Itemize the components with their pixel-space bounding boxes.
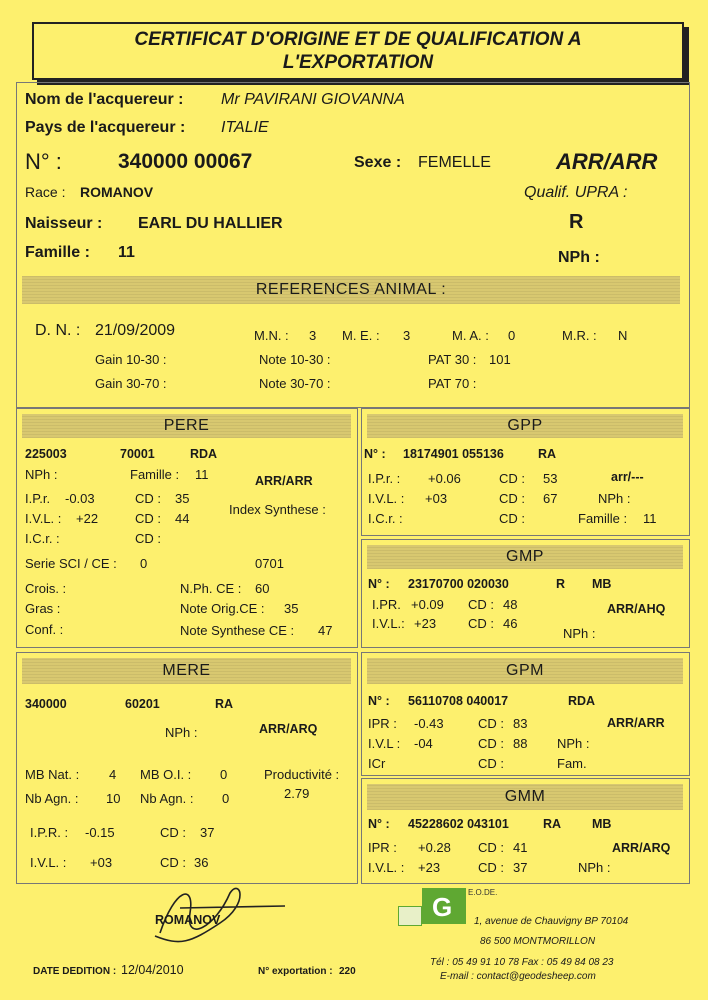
gpm-nph: NPh : <box>557 736 590 751</box>
gmp-cd1-label: CD : <box>468 597 494 612</box>
dn-label: D. N. : <box>35 322 81 339</box>
pere-famille-label: Famille : <box>130 467 180 482</box>
gmm-genotype: ARR/ARQ <box>612 841 671 855</box>
mn-value: 3 <box>309 328 317 343</box>
gmp-genotype: ARR/AHQ <box>607 602 666 616</box>
ma-value: 0 <box>508 328 516 343</box>
pere-cd1-label: CD : <box>135 491 161 506</box>
gmp-id: 23170700 020030 <box>408 577 509 591</box>
gpm-id: 56110708 040017 <box>408 694 509 708</box>
gpm-cd3-label: CD : <box>478 756 504 771</box>
pere-note-synth-label: Note Synthese CE : <box>180 623 295 638</box>
naisseur-label: Naisseur : <box>25 215 103 232</box>
gpp-heading: GPP <box>507 417 543 434</box>
mere-id1: 340000 <box>25 697 67 711</box>
gpm-cd1-label: CD : <box>478 716 504 731</box>
title-box <box>32 22 684 80</box>
pere-cd3-label: CD : <box>135 531 161 546</box>
title-line-1: CERTIFICAT D'ORIGINE ET DE QUALIFICATION A <box>134 29 582 50</box>
references-heading: REFERENCES ANIMAL : <box>255 281 447 298</box>
pere-ivl-value: +22 <box>76 511 99 526</box>
mere-cd1-label: CD : <box>160 825 186 840</box>
gpp-id: 18174901 055136 <box>403 447 504 461</box>
pere-note-orig-value: 35 <box>284 601 299 616</box>
gpm-cd2-label: CD : <box>478 736 504 751</box>
pere-gras: Gras : <box>25 601 61 616</box>
mere-mbnat-label: MB Nat. : <box>25 767 80 782</box>
gmp-cd1-value: 48 <box>503 597 518 612</box>
pere-nph: NPh : <box>25 467 58 482</box>
logo-text: E.O.DE. <box>468 888 498 897</box>
gmp-ipr-label: I.PR. <box>372 597 401 612</box>
gpm-genotype: ARR/ARR <box>607 716 665 730</box>
gpm-no-label: N° : <box>368 694 390 708</box>
gpp-band <box>367 414 683 438</box>
gpm-cd1-value: 83 <box>513 716 528 731</box>
gpm-fam: Fam. <box>557 756 587 771</box>
gmp-ivl-value: +23 <box>414 616 437 631</box>
gmp-nph: NPh : <box>563 626 596 641</box>
genotype-main: ARR/ARR <box>556 149 658 174</box>
gpp-ivl-value: +03 <box>425 491 448 506</box>
mere-nbagn2-label: Nb Agn. : <box>140 791 194 806</box>
sexe-label: Sexe : <box>354 154 402 171</box>
gmp-ipr-value: +0.09 <box>411 597 444 612</box>
gmp-mb: MB <box>592 577 612 591</box>
gpm-band <box>367 658 683 684</box>
gpp-ipr-value: +0.06 <box>428 471 461 486</box>
gpp-cd1-label: CD : <box>499 471 525 486</box>
gmp-band <box>367 545 683 569</box>
me-value: 3 <box>403 328 411 343</box>
gpp-no-label: N° : <box>364 447 386 461</box>
gpm-heading: GPM <box>506 662 544 679</box>
mere-ipr-label: I.P.R. : <box>30 825 69 840</box>
logo-letter: G <box>432 892 453 922</box>
gmp-cd2-label: CD : <box>468 616 494 631</box>
pere-note-synth-value: 47 <box>318 623 333 638</box>
pere-cd2-value: 44 <box>175 511 190 526</box>
qualif-label: Qualif. UPRA : <box>524 184 628 201</box>
mere-id2: 60201 <box>125 697 160 711</box>
gmp-no-label: N° : <box>368 577 390 591</box>
pere-ipr-value: -0.03 <box>65 491 95 506</box>
gpp-ipr-label: I.P.r. : <box>368 471 401 486</box>
pere-ipr-label: I.P.r. <box>25 491 51 506</box>
qualif-value: R <box>569 211 584 233</box>
pere-cd1-value: 35 <box>175 491 190 506</box>
gpp-cd3-label: CD : <box>499 511 525 526</box>
pere-serie-label: Serie SCI / CE : <box>25 556 117 571</box>
gpp-famille-value: 11 <box>643 511 657 526</box>
signature-stamp: ROMANOV <box>155 913 221 927</box>
mere-nbagn1-label: Nb Agn. : <box>25 791 79 806</box>
gmm-mb: MB <box>592 817 612 831</box>
gpm-ivl-label: I.V.L : <box>368 736 401 751</box>
gain1030-label: Gain 10-30 : <box>95 352 167 367</box>
gpm-race: RDA <box>568 694 596 708</box>
address-line-1: 1, avenue de Chauvigny BP 70104 <box>474 916 629 927</box>
mere-mboi-label: MB O.I. : <box>140 767 192 782</box>
note3070-label: Note 30-70 : <box>259 376 331 391</box>
gmp-heading: GMP <box>506 548 544 565</box>
export-label: N° exportation : <box>258 966 333 977</box>
note1030-label: Note 10-30 : <box>259 352 331 367</box>
mr-label: M.R. : <box>562 328 597 343</box>
sexe-value: FEMELLE <box>418 154 491 171</box>
gmp-cd2-value: 46 <box>503 616 518 631</box>
famille-value: 11 <box>118 244 135 261</box>
famille-label: Famille : <box>25 244 90 261</box>
pere-cd2-label: CD : <box>135 511 161 526</box>
pere-genotype: ARR/ARR <box>255 474 313 488</box>
gmm-cd1-label: CD : <box>478 840 504 855</box>
gpm-ivl-value: -04 <box>414 736 433 751</box>
naisseur-value: EARL DU HALLIER <box>138 215 283 232</box>
mere-mboi-value: 0 <box>220 767 228 782</box>
pere-famille-value: 11 <box>195 467 209 482</box>
gmm-id: 45228602 043101 <box>408 817 509 831</box>
gmm-heading: GMM <box>504 788 546 805</box>
mere-cd1-value: 37 <box>200 825 215 840</box>
references-band <box>22 276 680 304</box>
pere-icr-label: I.C.r. : <box>25 531 60 546</box>
phone-fax: Tél : 05 49 91 10 78 Fax : 05 49 84 08 23 <box>430 957 614 968</box>
pere-nph-ce-value: 60 <box>255 581 270 596</box>
pat70-label: PAT 70 : <box>428 376 477 391</box>
pere-ivl-label: I.V.L. : <box>25 511 62 526</box>
gmp-ivl-label: I.V.L.: <box>372 616 405 631</box>
mn-label: M.N. : <box>254 328 289 343</box>
gpp-cd2-value: 67 <box>543 491 558 506</box>
mere-genotype: ARR/ARQ <box>259 722 318 736</box>
pere-id2: 70001 <box>120 447 155 461</box>
me-label: M. E. : <box>342 328 380 343</box>
race-value: ROMANOV <box>80 184 154 200</box>
certificate-title <box>34 28 682 74</box>
gmm-band <box>367 784 683 810</box>
gmm-cd2-label: CD : <box>478 860 504 875</box>
date-value: 12/04/2010 <box>121 963 184 977</box>
pat30-label: PAT 30 : <box>428 352 477 367</box>
export-value: 220 <box>339 966 356 977</box>
mere-mbnat-value: 4 <box>109 767 117 782</box>
pays-value: ITALIE <box>221 119 269 136</box>
pere-serie-code: 0701 <box>255 556 284 571</box>
pere-serie-value: 0 <box>140 556 148 571</box>
gmm-ivl-value: +23 <box>418 860 441 875</box>
pere-nph-ce-label: N.Ph. CE : <box>180 581 242 596</box>
mere-ivl-value: +03 <box>90 855 113 870</box>
gpm-ipr-value: -0.43 <box>414 716 444 731</box>
gpp-cd1-value: 53 <box>543 471 558 486</box>
gmm-ipr-label: IPR : <box>368 840 397 855</box>
numero-value: 340000 00067 <box>118 150 253 173</box>
gain3070-label: Gain 30-70 : <box>95 376 167 391</box>
pere-index-synthese: Index Synthese : <box>229 502 326 517</box>
geode-logo <box>398 886 468 936</box>
pere-id1: 225003 <box>25 447 67 461</box>
dn-value: 21/09/2009 <box>95 322 176 339</box>
pere-band <box>22 414 351 438</box>
mere-nbagn2-value: 0 <box>222 791 230 806</box>
gpp-genotype: arr/--- <box>611 470 644 484</box>
gmm-race: RA <box>543 817 562 831</box>
pere-race: RDA <box>190 447 218 461</box>
gpp-cd2-label: CD : <box>499 491 525 506</box>
mere-band <box>22 658 351 684</box>
gmm-nph: NPh : <box>578 860 611 875</box>
nph-label: NPh : <box>558 249 600 266</box>
gpp-icr-label: I.C.r. : <box>368 511 403 526</box>
ma-label: M. A. : <box>452 328 489 343</box>
address-line-2: 86 500 MONTMORILLON <box>480 936 596 947</box>
mere-cd2-value: 36 <box>194 855 209 870</box>
gmp-race: R <box>556 577 566 591</box>
gpp-famille-label: Famille : <box>578 511 628 526</box>
gpp-nph: NPh : <box>598 491 631 506</box>
mere-productivite-label: Productivité : <box>264 767 340 782</box>
email: E-mail : contact@geodesheep.com <box>440 971 596 982</box>
gpp-race: RA <box>538 447 557 461</box>
gpm-ipr-label: IPR : <box>368 716 397 731</box>
gmm-cd2-value: 37 <box>513 860 528 875</box>
mere-productivite-value: 2.79 <box>284 786 310 801</box>
gpm-cd2-value: 88 <box>513 736 528 751</box>
gmm-ipr-value: +0.28 <box>418 840 451 855</box>
mere-nph: NPh : <box>165 725 198 740</box>
gmm-ivl-label: I.V.L. : <box>368 860 405 875</box>
pays-label: Pays de l'acquereur : <box>25 119 186 136</box>
logo-square-small <box>398 906 422 926</box>
mere-cd2-label: CD : <box>160 855 186 870</box>
mere-ipr-value: -0.15 <box>85 825 115 840</box>
title-line-2: L'EXPORTATION <box>282 52 434 73</box>
gmm-no-label: N° : <box>368 817 390 831</box>
race-label: Race : <box>25 184 66 200</box>
pere-heading: PERE <box>163 417 210 434</box>
date-label: DATE DEDITION : <box>33 966 117 977</box>
gmm-cd1-value: 41 <box>513 840 528 855</box>
mere-ivl-label: I.V.L. : <box>30 855 67 870</box>
gpp-ivl-label: I.V.L. : <box>368 491 405 506</box>
mere-nbagn1-value: 10 <box>106 791 121 806</box>
mere-heading: MERE <box>162 662 211 679</box>
mere-race: RA <box>215 697 234 711</box>
pere-conf: Conf. : <box>25 622 64 637</box>
acquereur-value: Mr PAVIRANI GIOVANNA <box>221 91 405 108</box>
mr-value: N <box>618 328 628 343</box>
pat30-value: 101 <box>489 352 511 367</box>
pere-crois: Crois. : <box>25 581 67 596</box>
numero-label: N° : <box>25 149 62 174</box>
gpm-icr-label: ICr <box>368 756 386 771</box>
pere-note-orig-label: Note Orig.CE : <box>180 601 265 616</box>
acquereur-label: Nom de l'acquereur : <box>25 91 184 108</box>
